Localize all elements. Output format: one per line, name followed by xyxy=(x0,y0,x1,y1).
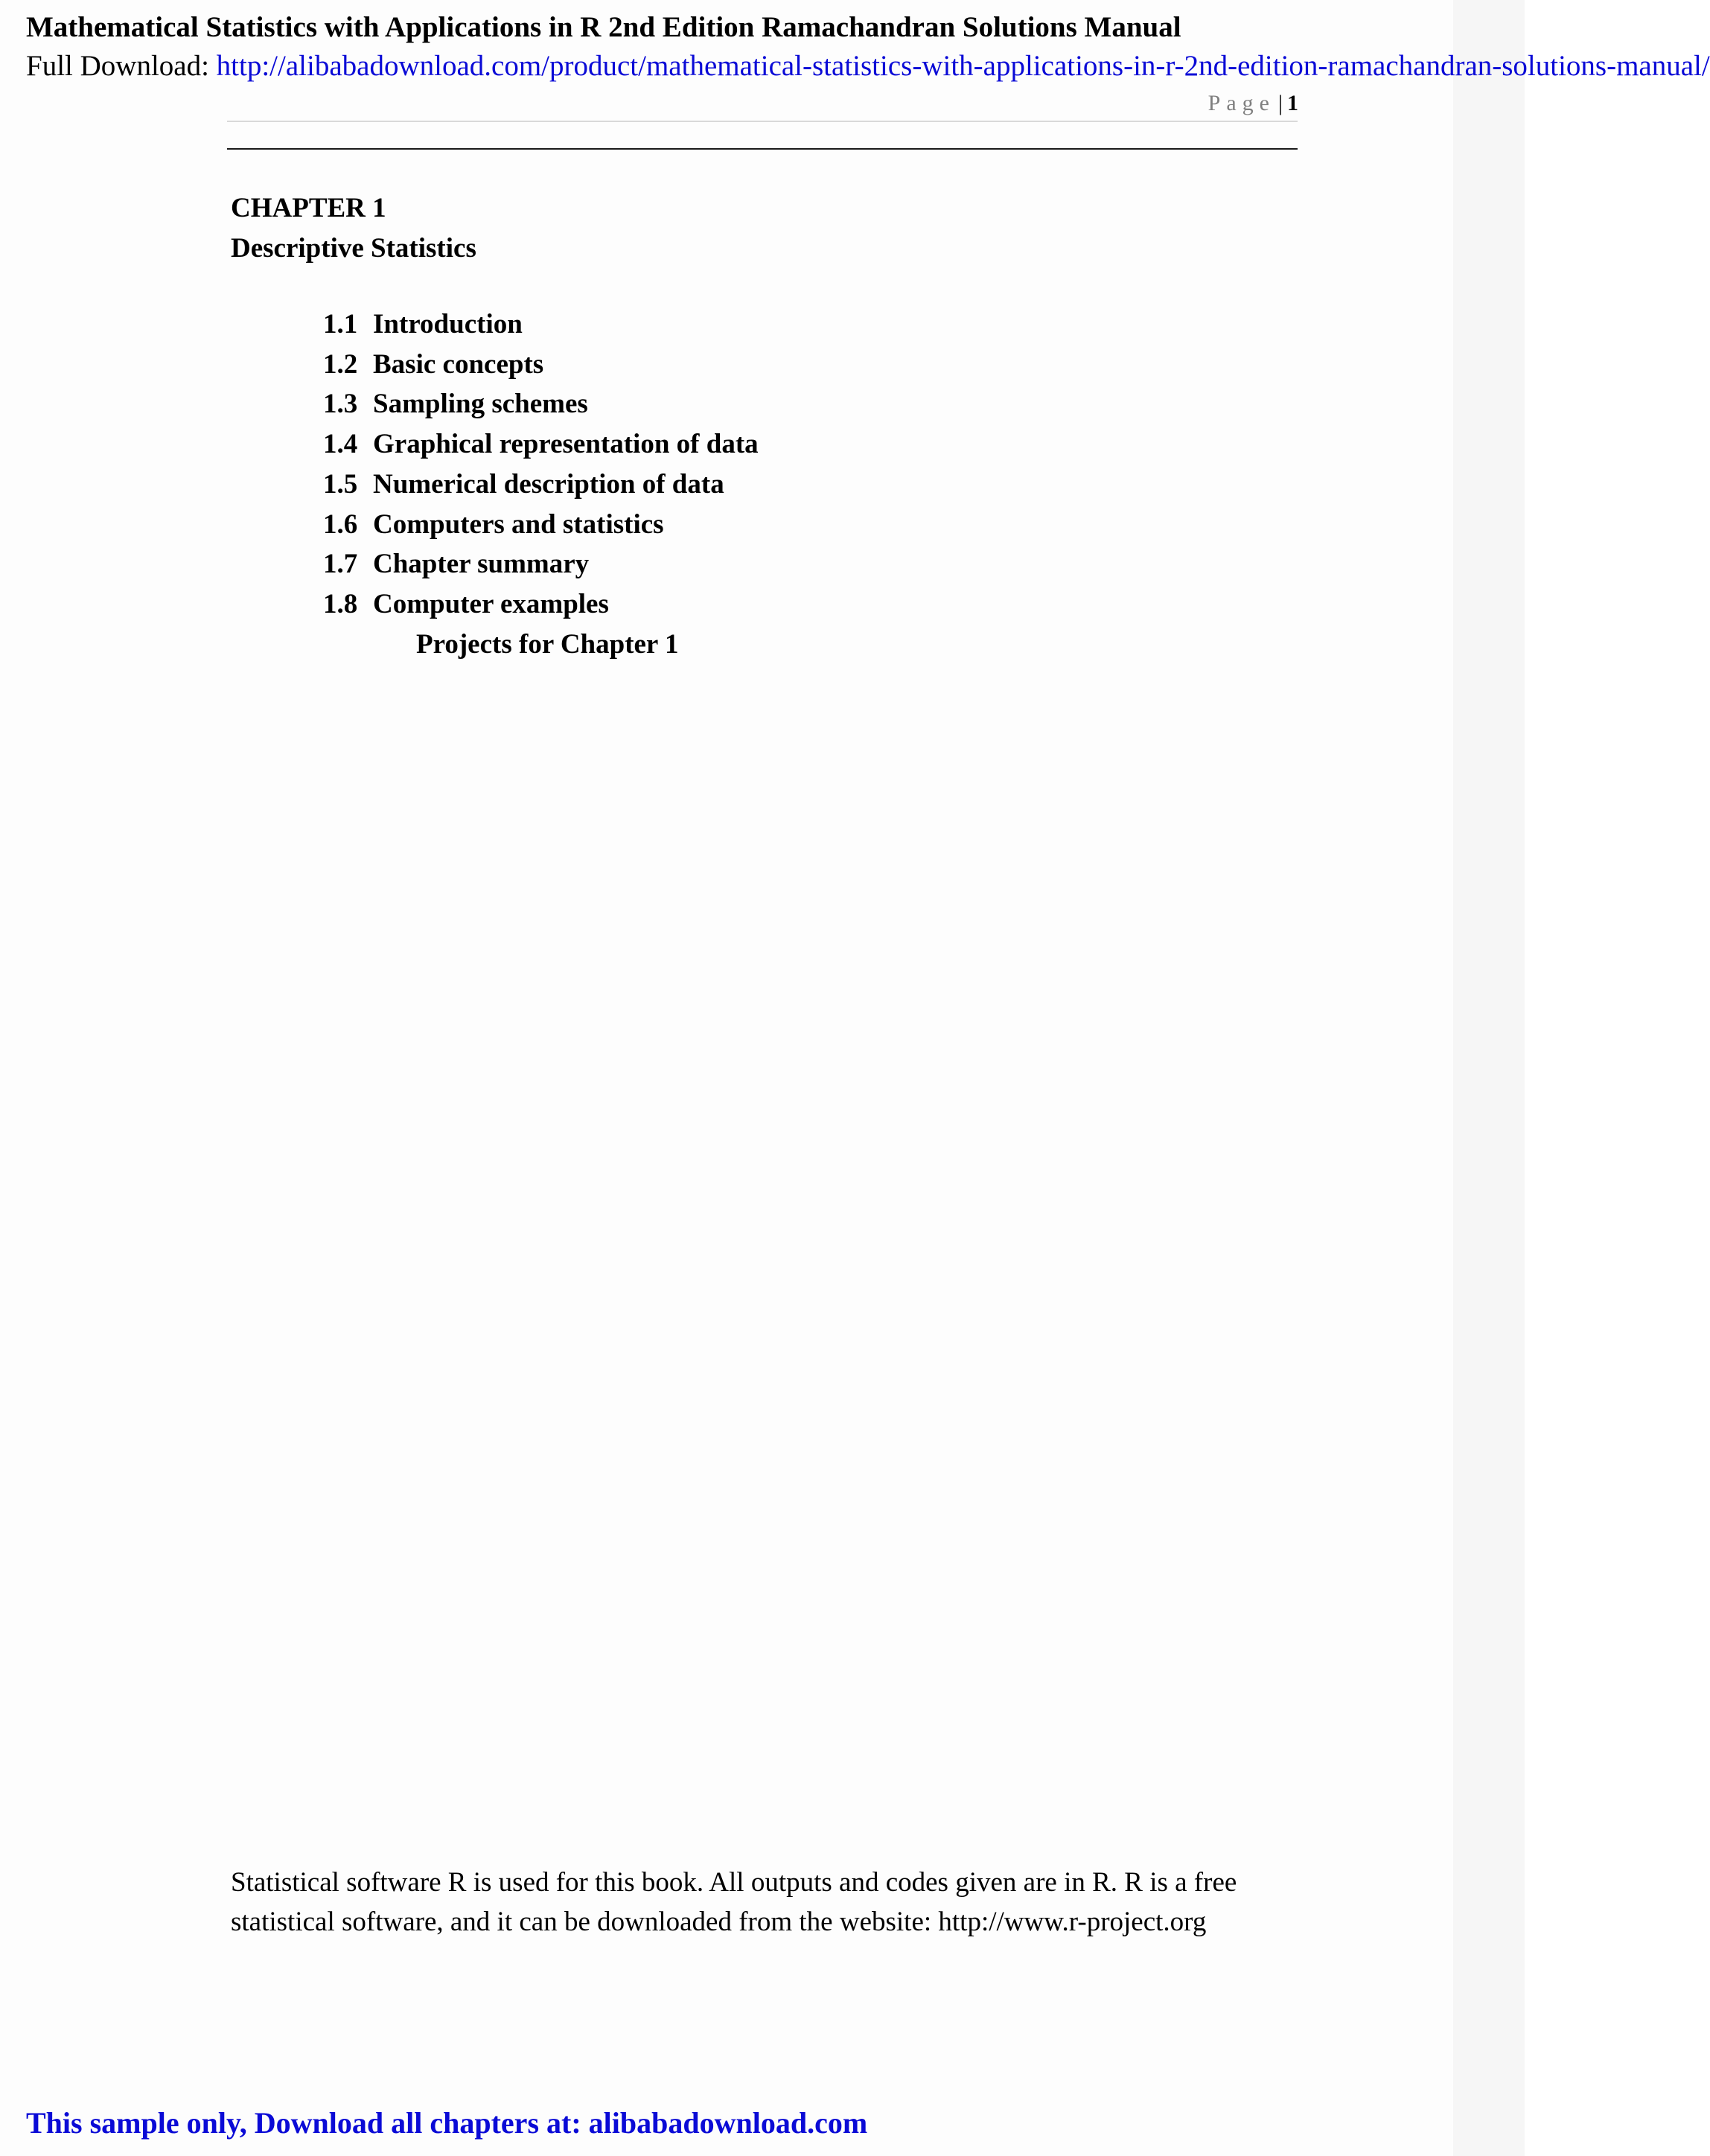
header-rule-thin xyxy=(227,121,1298,122)
chapter-heading xyxy=(231,188,476,269)
toc-item xyxy=(323,384,759,424)
toc-item xyxy=(323,304,759,345)
toc-item-number: 1.7 xyxy=(323,549,358,580)
toc-item xyxy=(323,424,759,465)
toc-item-number: 1.2 xyxy=(323,348,358,380)
toc-item-title: Graphical representation of data xyxy=(373,429,759,460)
toc-projects: Projects for Chapter 1 xyxy=(416,628,679,660)
download-link[interactable]: http://alibabadownload.com/product/mathematical-statistics-with-applications-in-r-2nd-edition-ramachandran-solutions-manual/ xyxy=(216,50,1710,82)
toc-item-title: Introduction xyxy=(373,309,523,339)
page-label: Page xyxy=(1207,91,1275,115)
software-note: Statistical software R is used for this book. All outputs and codes given are in R. R is a free statistical software, and it can be downloaded from the website: http://www.r-project.org xyxy=(231,1867,1237,1937)
page-number-header xyxy=(1208,91,1298,116)
document-title: Mathematical Statistics with Applications in R 2nd Edition Ramachandran Solutions Manual xyxy=(26,11,1181,43)
right-margin-strip xyxy=(1453,0,1525,2156)
page-number: 1 xyxy=(1287,91,1298,115)
toc-item xyxy=(323,505,759,545)
toc-item-number: 1.5 xyxy=(323,468,358,500)
table-of-contents xyxy=(323,304,759,664)
toc-item-number: 1.4 xyxy=(323,429,358,460)
download-label: Full Download: xyxy=(26,50,217,82)
toc-item-title: Sampling schemes xyxy=(373,389,588,420)
toc-item xyxy=(323,345,759,385)
toc-item xyxy=(323,584,759,625)
download-line xyxy=(26,49,1710,83)
toc-item-number: 1.8 xyxy=(323,588,358,619)
toc-item-number: 1.1 xyxy=(323,309,358,339)
toc-item xyxy=(323,544,759,584)
toc-item-number: 1.3 xyxy=(323,389,358,420)
toc-item-title: Basic concepts xyxy=(373,348,544,380)
toc-item xyxy=(323,465,759,505)
toc-item-number: 1.6 xyxy=(323,508,358,540)
toc-item-title: Chapter summary xyxy=(373,549,590,580)
chapter-label: CHAPTER 1 xyxy=(231,193,386,223)
page-separator: | xyxy=(1277,91,1283,115)
header-rule-thick xyxy=(227,148,1298,150)
toc-item-title: Computer examples xyxy=(373,588,609,619)
download-banner[interactable]: This sample only, Download all chapters at: alibabadownload.com xyxy=(26,2106,868,2140)
toc-item-title: Numerical description of data xyxy=(373,468,724,500)
toc-item-title: Computers and statistics xyxy=(373,508,664,540)
chapter-title: Descriptive Statistics xyxy=(231,233,476,264)
